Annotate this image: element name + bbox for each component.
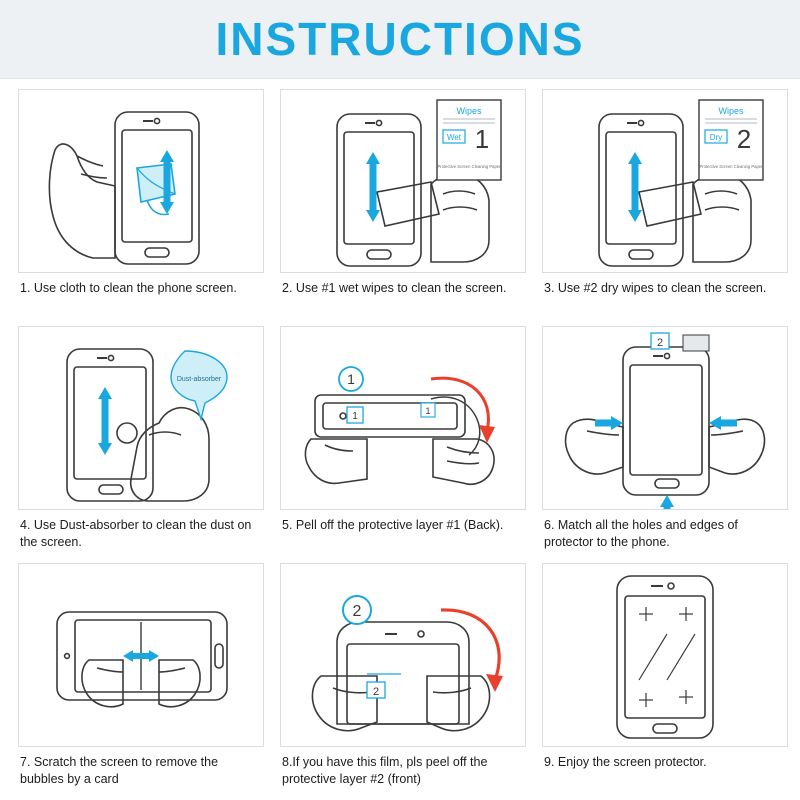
step-caption-9: 9. Enjoy the screen protector.: [544, 755, 707, 769]
layer-tab-2: 2: [372, 686, 380, 698]
peel-back-layer-one-icon: [281, 327, 525, 509]
dry-wipe-packet-cleaning-phone-icon: [543, 90, 787, 272]
step-caption-2: 2. Use #1 wet wipes to clean the screen.: [282, 281, 507, 295]
layer-badge-2: 2: [352, 603, 362, 620]
wipes-packet-title: Wipes: [718, 106, 744, 116]
step-caption-3: 3. Use #2 dry wipes to clean the screen.: [544, 281, 767, 295]
step-figure-5: [280, 326, 526, 510]
step-figure-1: [18, 89, 264, 273]
step-cell-1: [18, 89, 264, 322]
step-caption-1: 1. Use cloth to clean the phone screen.: [20, 281, 237, 295]
wipes-packet-type: Dry: [709, 133, 723, 142]
step-caption-8: 8.If you have this film, pls peel off the protective layer #2 (front): [282, 755, 488, 786]
step-figure-3: [542, 89, 788, 273]
step-figure-4: [18, 326, 264, 510]
wet-wipe-packet-cleaning-phone-icon: [281, 90, 525, 272]
step-figure-8: [280, 563, 526, 747]
step-figure-2: [280, 89, 526, 273]
peel-front-layer-two-icon: [281, 564, 525, 746]
align-protector-to-phone-icon: [543, 327, 787, 509]
step-figure-9: [542, 563, 788, 747]
hand-with-cloth-cleaning-phone-icon: [19, 90, 263, 272]
dust-absorber-label: Dust-absorber: [176, 376, 222, 383]
wipes-packet-number: 1: [474, 124, 490, 154]
finished-phone-with-protector-icon: [543, 564, 787, 746]
layer-tab-1: 1: [352, 411, 358, 422]
layer-tab-1-alt: 1: [425, 406, 431, 416]
step-figure-7: [18, 563, 264, 747]
page-title: INSTRUCTIONS: [215, 13, 585, 65]
layer-badge-2: 2: [656, 337, 664, 349]
wipes-packet-title: Wipes: [456, 106, 482, 116]
header: [0, 0, 800, 79]
step-cell-6: [542, 326, 788, 559]
squeegee-card-remove-bubbles-icon: [19, 564, 263, 746]
step-caption-6: 6. Match all the holes and edges of protector to the phone.: [544, 518, 738, 549]
step-caption-7: 7. Scratch the screen to remove the bubbles by a card: [20, 755, 219, 786]
step-cell-8: [280, 563, 526, 796]
layer-badge-1: 1: [347, 371, 355, 387]
step-figure-6: [542, 326, 788, 510]
step-cell-3: [542, 89, 788, 322]
step-cell-7: [18, 563, 264, 796]
step-cell-5: [280, 326, 526, 559]
step-cell-2: [280, 89, 526, 322]
steps-grid: [0, 79, 800, 796]
step-caption-4: 4. Use Dust-absorber to clean the dust on the screen.: [20, 518, 252, 549]
wipes-packet-number: 2: [736, 124, 752, 154]
wipes-packet-type: Wet: [446, 133, 462, 142]
wipes-packet-subtitle: Protective Screen Cleaning Paper: [699, 164, 763, 169]
step-cell-4: [18, 326, 264, 559]
step-caption-5: 5. Pell off the protective layer #1 (Back).: [282, 518, 504, 532]
wipes-packet-subtitle: Protective Screen Cleaning Paper: [437, 164, 501, 169]
step-cell-9: [542, 563, 788, 796]
dust-absorber-sticker-icon: [19, 327, 263, 509]
